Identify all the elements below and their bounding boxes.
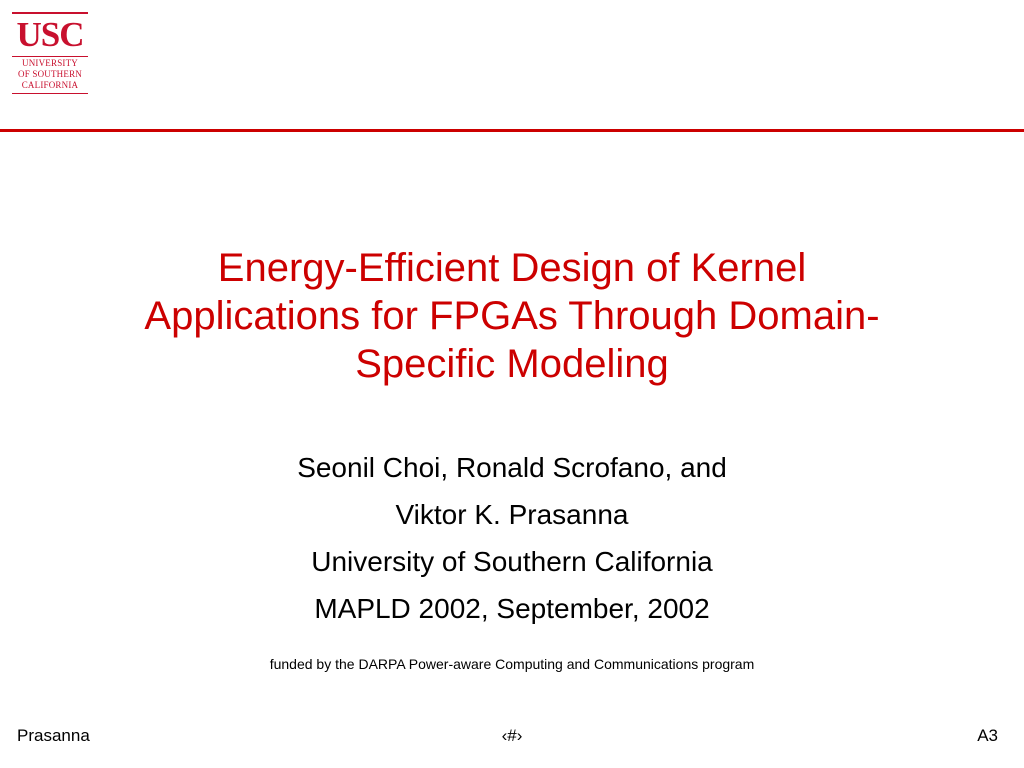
funding-note: funded by the DARPA Power-aware Computing and Communications program (269, 656, 755, 672)
title-line-3: Specific Modeling (355, 342, 669, 386)
affiliation: University of Southern California (311, 546, 713, 577)
logo-line-california: CALIFORNIA (21, 80, 79, 90)
title-line-1: Energy-Efficient Design of Kernel (217, 246, 807, 290)
authors-line-2: Viktor K. Prasanna (395, 499, 629, 530)
slide-title (60, 244, 964, 388)
logo-line-southern: OF SOUTHERN (18, 69, 82, 79)
logo-top-rule (12, 12, 88, 14)
venue: MAPLD 2002, September, 2002 (314, 593, 710, 624)
logo-mark: USC (16, 15, 84, 54)
title-line-2: Applications for FPGAs Through Domain- (144, 294, 880, 338)
footer-author: Prasanna (17, 726, 90, 745)
header-rule (0, 129, 1024, 132)
author-block (60, 444, 964, 632)
footer-code: A3 (977, 726, 998, 745)
authors-line-1: Seonil Choi, Ronald Scrofano, and (297, 452, 727, 483)
logo-divider (12, 56, 88, 57)
logo-line-university: UNIVERSITY (22, 58, 78, 68)
usc-logo (12, 12, 88, 108)
footer-slide-number: ‹#› (501, 726, 523, 745)
logo-bottom-rule (12, 93, 88, 94)
